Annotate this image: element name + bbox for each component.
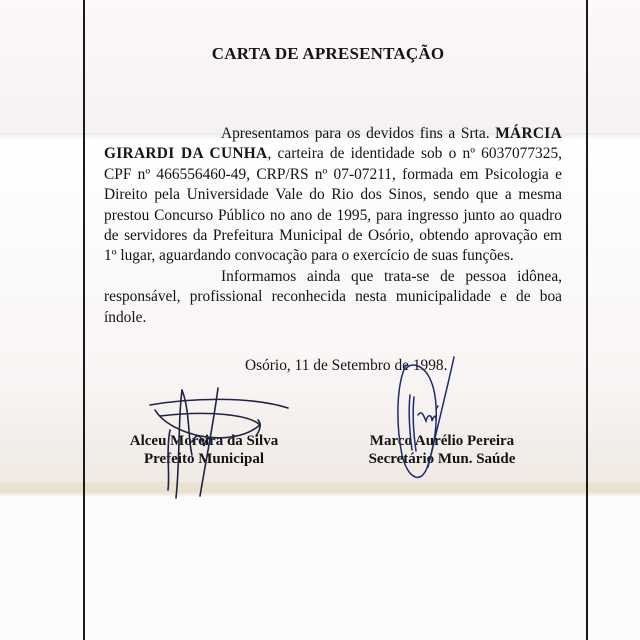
signatory-mayor xyxy=(124,432,284,468)
signatory-name: Marco Aurélio Pereira xyxy=(369,433,515,449)
letter-title: CARTA DE APRESENTAÇÃO xyxy=(211,44,445,63)
paper-section-bottom xyxy=(0,498,640,640)
signatory-role: Secretário Mun. Saúde xyxy=(368,451,516,467)
signatory-name: Alceu Moreira da Silva xyxy=(129,433,279,449)
paper-fold-crease xyxy=(0,482,640,498)
intro-text: Apresentamos para os devidos fins a Srta. xyxy=(221,125,490,142)
candidate-name: MÁRCIA GIRARDI DA CUNHA xyxy=(104,125,562,163)
signatory-health-secretary xyxy=(352,432,532,468)
paragraph-presentation xyxy=(104,124,562,267)
paper-section-top xyxy=(0,0,640,136)
margin-line-left xyxy=(83,0,85,640)
paragraph-character-reference: Informamos ainda que trata-se de pessoa idônea, responsável, profissional reconhecida nesta municipalidade e de boa índole. xyxy=(104,267,562,326)
date-line: Osório, 11 de Setembro de 1998. xyxy=(245,357,448,374)
signatory-role: Prefeito Municipal xyxy=(143,451,265,467)
margin-line-right xyxy=(586,0,588,640)
presentation-details: , carteira de identidade sob o nº 6037077325, CPF nº 466556460-49, CRP/RS nº 07-07211, formada em Psicologia e Direito pela Universidade Vale do Rio dos Sinos, sendo que a mesma prestou Concurso Público no ano de 1995, para ingresso junto ao quadro de servidores da Prefeitura Municipal de Osório, obtendo aprovação em 1º lugar, aguardando convocação para o exercício de suas funções. xyxy=(104,145,562,265)
letter-body xyxy=(104,124,562,328)
